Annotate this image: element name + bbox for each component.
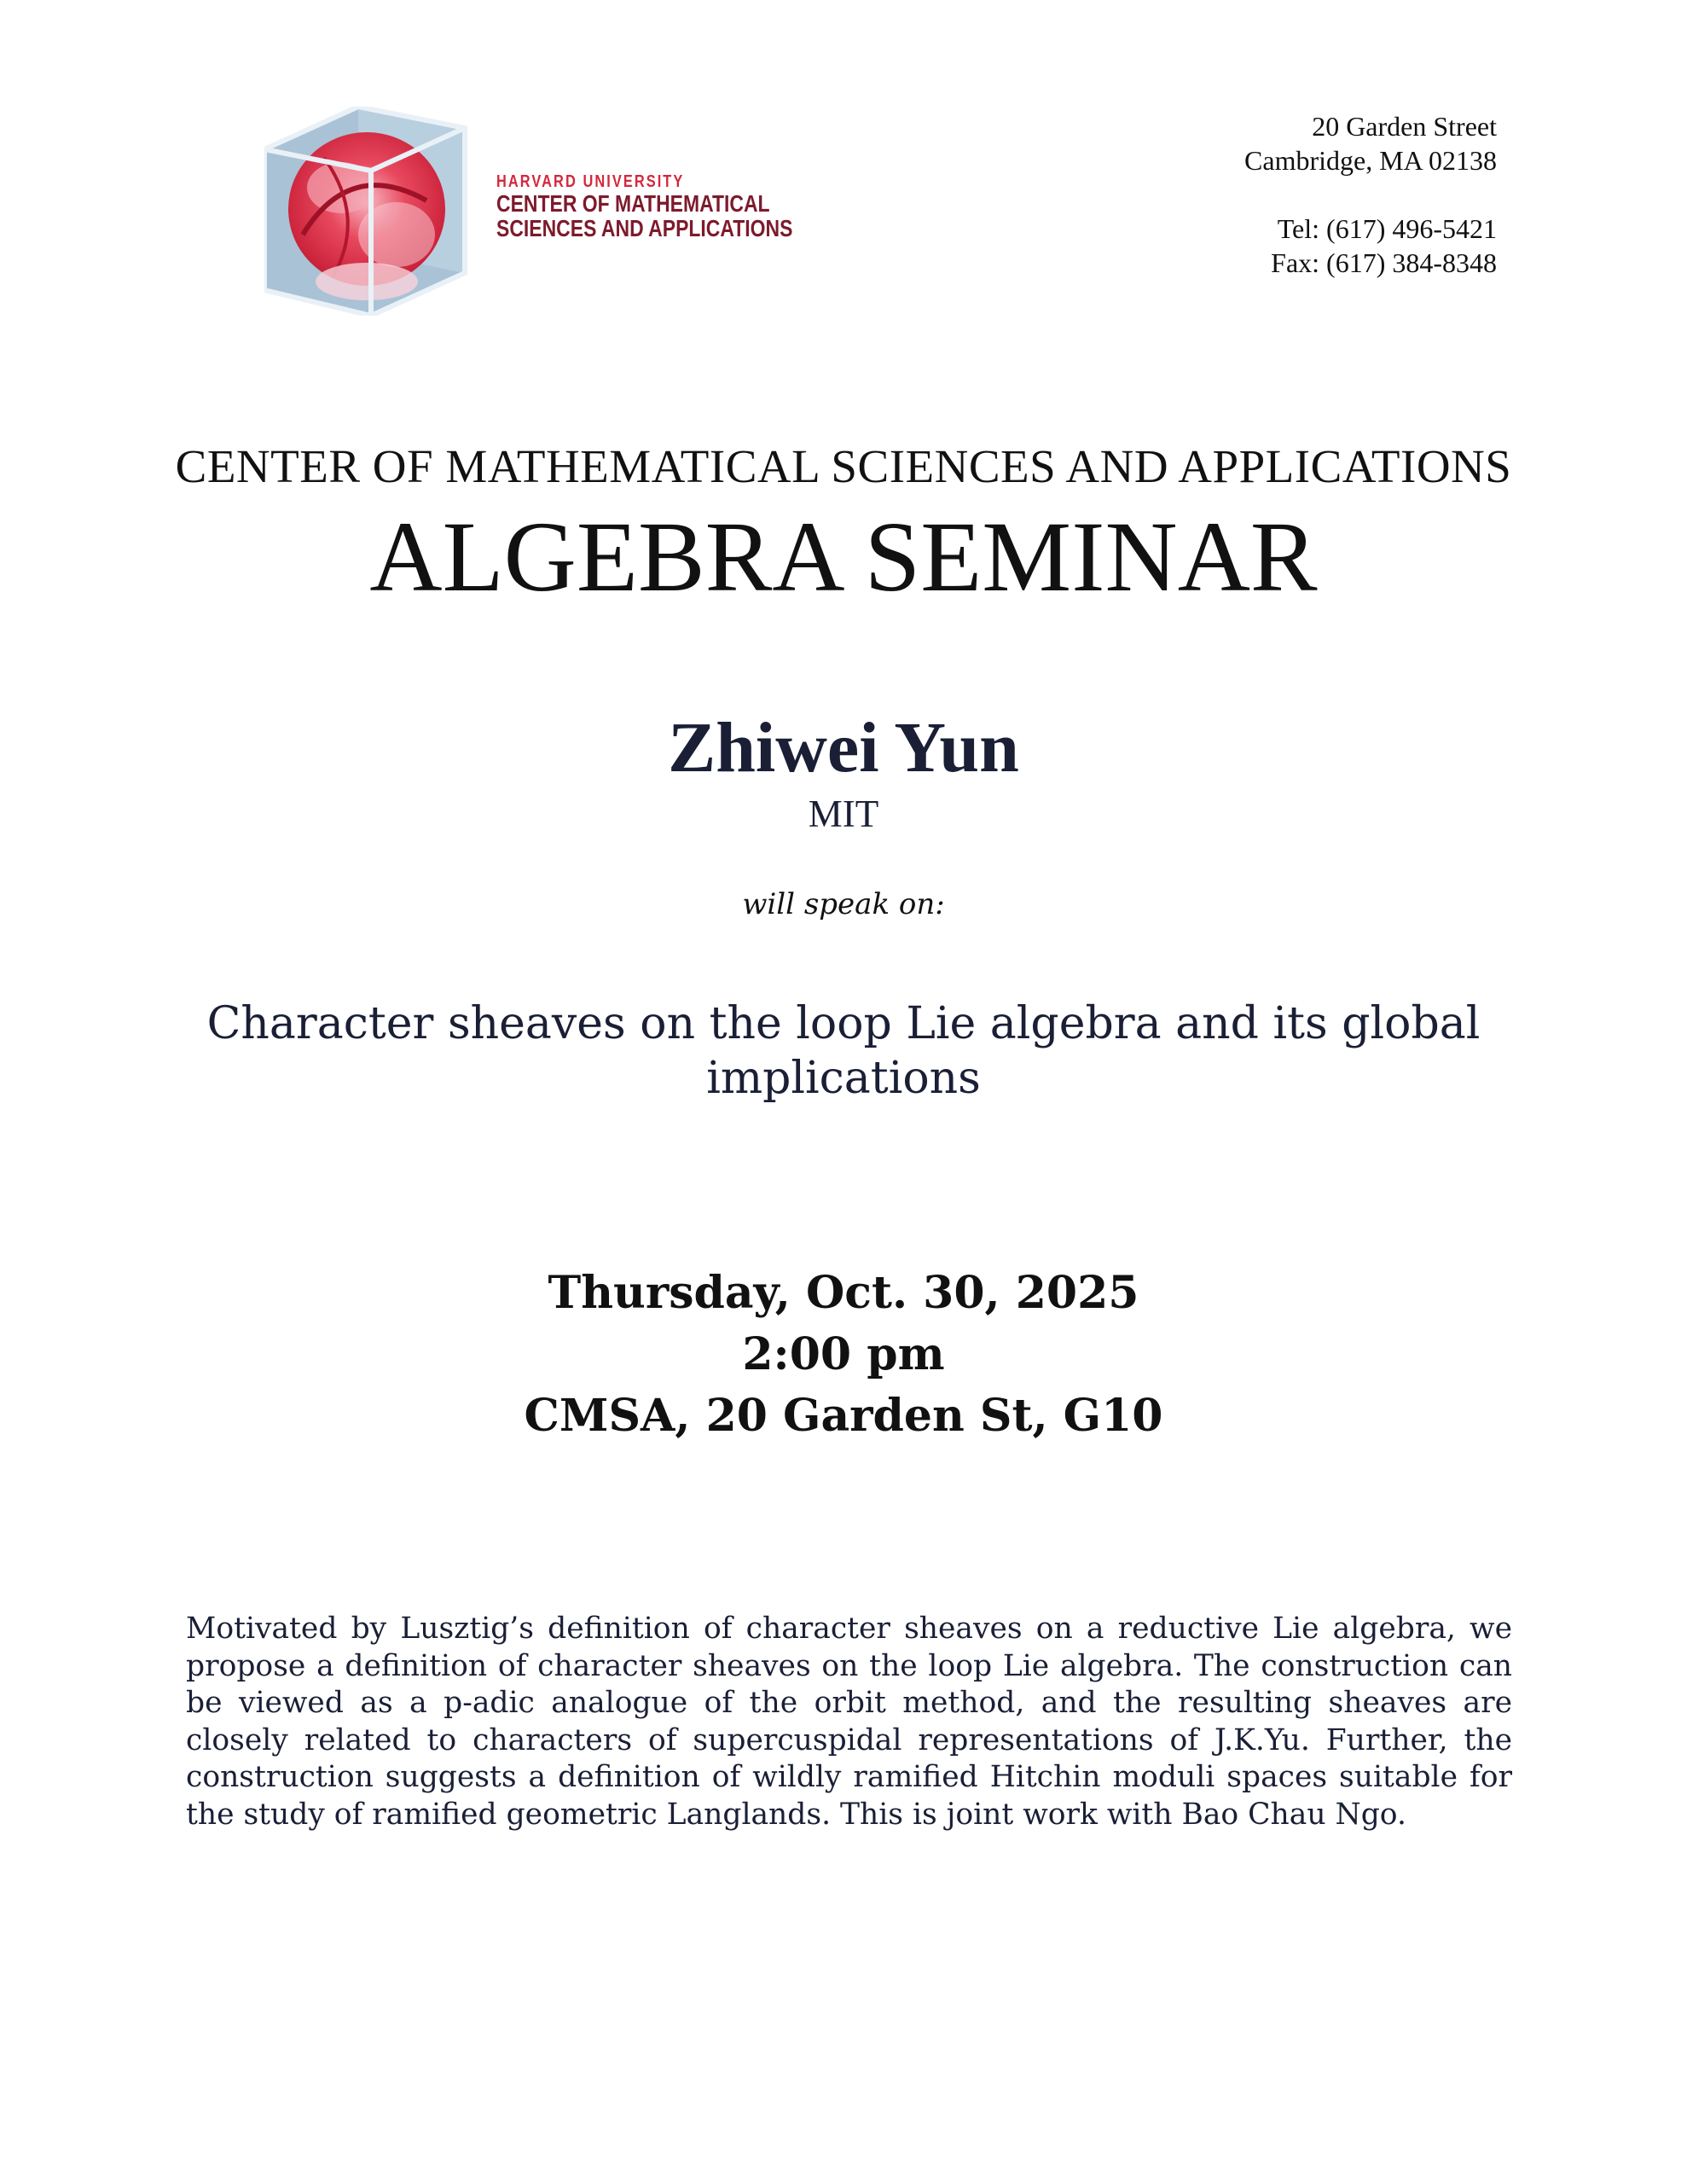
address-spacer	[1244, 177, 1497, 212]
logo-wordmark	[496, 173, 792, 241]
speaker-affiliation: MIT	[808, 793, 879, 835]
speaker-name: Zhiwei Yun	[668, 708, 1019, 787]
seminar-title: ALGEBRA SEMINAR	[369, 501, 1318, 613]
logo-line-center: CENTER OF MATHEMATICAL	[496, 190, 770, 217]
talk-title-line-1: Character sheaves on the loop Lie algebra and its global	[206, 998, 1481, 1049]
event-date: Thursday, Oct. 30, 2025	[548, 1267, 1139, 1319]
address-city: Cambridge, MA 02138	[1244, 145, 1497, 176]
event-details	[0, 1263, 1687, 1447]
logo-line-university: HARVARD UNIVERSITY	[496, 172, 685, 191]
talk-title-line-2: implications	[706, 1053, 981, 1104]
center-name-heading: CENTER OF MATHEMATICAL SCIENCES AND APPLICATIONS	[175, 440, 1512, 492]
event-location: CMSA, 20 Garden St, G10	[524, 1390, 1163, 1442]
event-time: 2:00 pm	[742, 1328, 945, 1380]
logo-line-sciences: SCIENCES AND APPLICATIONS	[496, 215, 793, 242]
contact-address	[1244, 109, 1497, 280]
cmsa-logo	[264, 107, 793, 316]
cube-logo-icon	[264, 107, 478, 316]
address-tel: Tel: (617) 496-5421	[1277, 213, 1497, 244]
will-speak-on-label: will speak on:	[742, 887, 945, 921]
address-street: 20 Garden Street	[1312, 111, 1497, 142]
address-fax: Fax: (617) 384-8348	[1271, 247, 1497, 278]
talk-title	[171, 996, 1516, 1106]
abstract-text: Motivated by Lusztig’s definition of character sheaves on a reductive Lie algebra, we propose a definition of character sheaves on the loop Lie algebra. The construction can be viewed as a p-adic analogue of the orbit method, and the resulting sheaves are closely related to characters of supercuspidal representations of J.K.Yu. Further, the construction suggests a definition of wildly ramified Hitchin moduli spaces suitable for the study of ramified geometric Langlands. This is joint work with Bao Chau Ngo.	[186, 1612, 1512, 1832]
